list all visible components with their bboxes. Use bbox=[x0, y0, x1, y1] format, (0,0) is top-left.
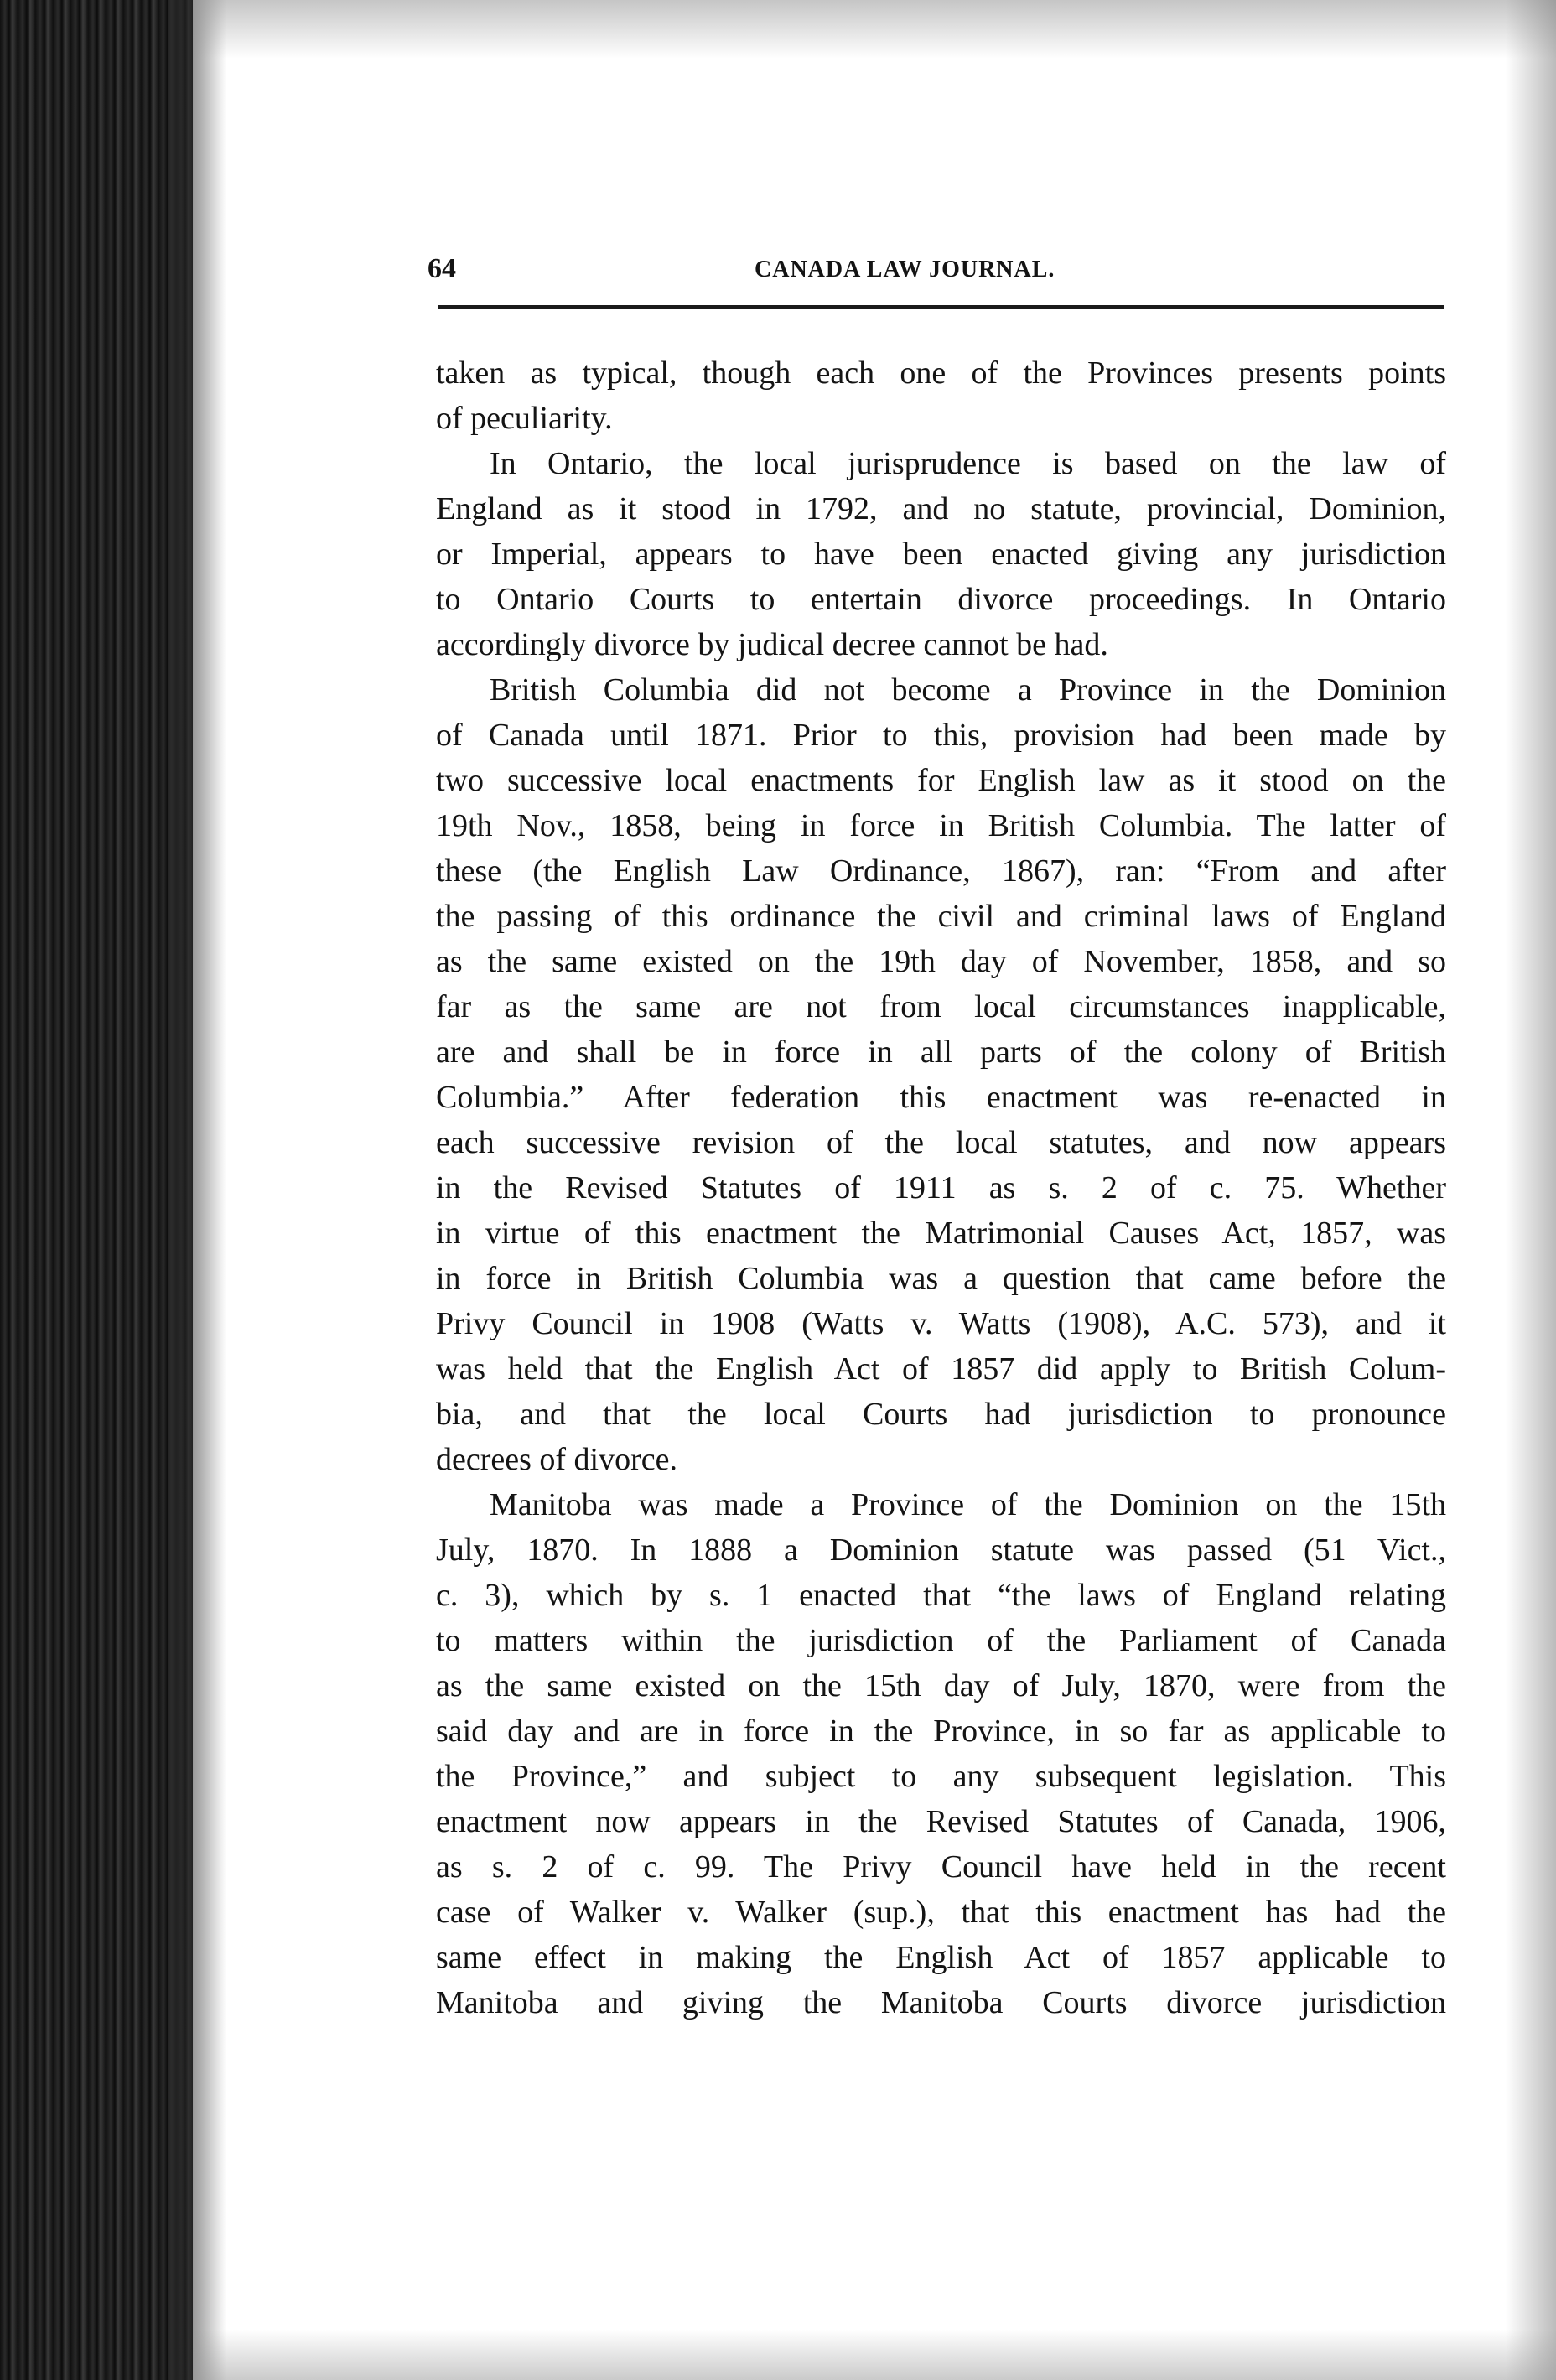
text-line: decrees of divorce. bbox=[436, 1442, 678, 1477]
text-line: as the same existed on the 15th day of July, 1870, were from the bbox=[436, 1668, 1446, 1703]
text-line: the Province,” and subject to any subsequent legislation. This bbox=[436, 1759, 1446, 1794]
page-number: 64 bbox=[428, 253, 456, 284]
text-line: enactment now appears in the Revised Statutes of Canada, 1906, bbox=[436, 1804, 1446, 1839]
text-line: Manitoba was made a Province of the Dominion on the 15th bbox=[490, 1487, 1446, 1522]
text-line: as s. 2 of c. 99. The Privy Council have held in the recent bbox=[436, 1849, 1446, 1885]
body-text bbox=[436, 350, 1446, 2025]
text-line: accordingly divorce by judical decree cannot be had. bbox=[436, 627, 1108, 662]
text-line: England as it stood in 1792, and no statute, provincial, Dominion, bbox=[436, 491, 1446, 526]
text-line: the passing of this ordinance the civil and criminal laws of England bbox=[436, 899, 1446, 934]
scan-bottom-edge bbox=[193, 2330, 1556, 2380]
text-line: to Ontario Courts to entertain divorce proceedings. In Ontario bbox=[436, 582, 1446, 617]
scan-right-edge bbox=[1506, 0, 1556, 2380]
text-line: taken as typical, though each one of the Provinces presents points bbox=[436, 355, 1446, 391]
text-line: was held that the English Act of 1857 did apply to British Colum- bbox=[436, 1351, 1446, 1387]
text-line: in force in British Columbia was a question that came before the bbox=[436, 1261, 1446, 1296]
text-line: 19th Nov., 1858, being in force in British Columbia. The latter of bbox=[436, 808, 1446, 843]
text-line: Columbia.” After federation this enactment was re-enacted in bbox=[436, 1080, 1446, 1115]
scan-binding-shadow bbox=[168, 0, 226, 2380]
text-line: in the Revised Statutes of 1911 as s. 2 of c. 75. Whether bbox=[436, 1170, 1446, 1206]
header-rule bbox=[438, 305, 1444, 309]
text-line: bia, and that the local Courts had jurisdiction to pronounce bbox=[436, 1397, 1446, 1432]
journal-title: CANADA LAW JOURNAL. bbox=[755, 257, 1055, 283]
text-line: each successive revision of the local statutes, and now appears bbox=[436, 1125, 1446, 1160]
text-line: July, 1870. In 1888 a Dominion statute was passed (51 Vict., bbox=[436, 1532, 1446, 1568]
text-line: to matters within the jurisdiction of the Parliament of Canada bbox=[436, 1623, 1446, 1658]
text-line: same effect in making the English Act of 1857 applicable to bbox=[436, 1940, 1446, 1975]
text-line: Privy Council in 1908 (Watts v. Watts (1908), A.C. 573), and it bbox=[436, 1306, 1446, 1341]
text-line: c. 3), which by s. 1 enacted that “the laws of England relating bbox=[436, 1578, 1446, 1613]
text-line: British Columbia did not become a Province in the Dominion bbox=[490, 672, 1446, 708]
text-line: of peculiarity. bbox=[436, 401, 613, 436]
text-line: these (the English Law Ordinance, 1867), ran: “From and after bbox=[436, 853, 1446, 889]
scan-binding-edge bbox=[0, 0, 193, 2380]
text-line: or Imperial, appears to have been enacted giving any jurisdiction bbox=[436, 537, 1446, 572]
text-line: as the same existed on the 19th day of November, 1858, and so bbox=[436, 944, 1446, 979]
text-line: of Canada until 1871. Prior to this, provision had been made by bbox=[436, 718, 1446, 753]
text-line: said day and are in force in the Province, in so far as applicable to bbox=[436, 1714, 1446, 1749]
text-line: are and shall be in force in all parts of the colony of British bbox=[436, 1034, 1446, 1070]
text-line: in virtue of this enactment the Matrimonial Causes Act, 1857, was bbox=[436, 1216, 1446, 1251]
text-line: two successive local enactments for English law as it stood on the bbox=[436, 763, 1446, 798]
text-line: In Ontario, the local jurisprudence is based on the law of bbox=[490, 446, 1446, 481]
scan-top-edge bbox=[193, 0, 1556, 59]
text-line: case of Walker v. Walker (sup.), that this enactment has had the bbox=[436, 1895, 1446, 1930]
text-line: far as the same are not from local circumstances inapplicable, bbox=[436, 989, 1446, 1024]
running-head bbox=[428, 253, 1445, 290]
text-line: Manitoba and giving the Manitoba Courts divorce jurisdiction bbox=[436, 1985, 1446, 2020]
